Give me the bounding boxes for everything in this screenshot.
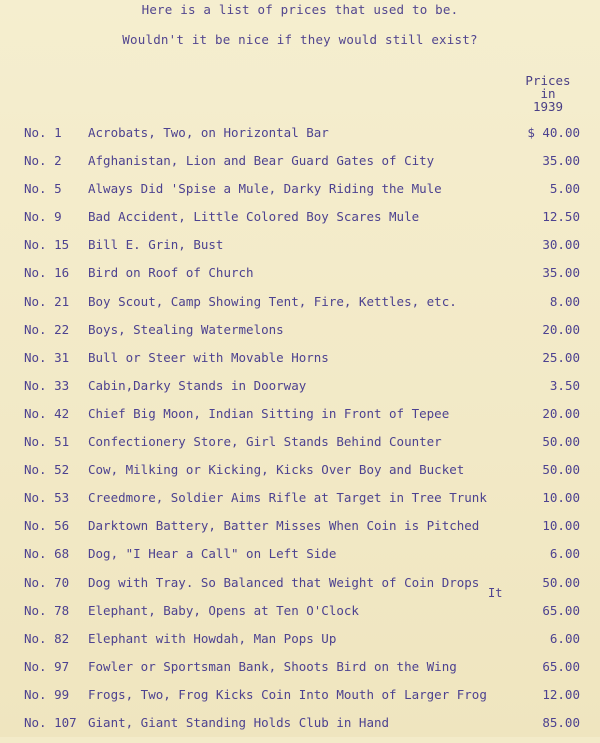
item-number: No. 97 xyxy=(24,658,70,674)
list-item xyxy=(0,237,600,265)
item-price: 10.00 xyxy=(542,490,580,506)
item-description: Creedmore, Soldier Aims Rifle at Target in Tree Trunk xyxy=(88,490,487,506)
item-price: 30.00 xyxy=(542,237,580,253)
item-description: Acrobats, Two, on Horizontal Bar xyxy=(88,125,329,140)
list-item xyxy=(0,294,600,322)
item-number: No. 15 xyxy=(24,237,70,253)
item-description: Dog with Tray. So Balanced that Weight of Coin Drops xyxy=(88,574,480,590)
item-number: No. 78 xyxy=(24,602,70,618)
item-price: 5.00 xyxy=(549,181,580,197)
item-price: 12.50 xyxy=(542,209,580,225)
item-number: No. 52 xyxy=(24,462,70,478)
list-item xyxy=(0,209,600,237)
list-item xyxy=(0,659,600,687)
item-price: 20.00 xyxy=(542,405,580,421)
item-number: No. 82 xyxy=(24,630,70,646)
item-price: 20.00 xyxy=(542,321,580,337)
item-number: No. 42 xyxy=(24,405,70,421)
item-description: Confectionery Store, Girl Stands Behind Counter xyxy=(88,434,442,450)
item-price: 6.00 xyxy=(549,546,580,562)
item-number: No. 68 xyxy=(24,546,70,562)
item-description: Always Did 'Spise a Mule, Darky Riding the Mule xyxy=(88,181,442,197)
item-price: 25.00 xyxy=(542,349,580,365)
item-number: No. 70 xyxy=(24,574,70,590)
item-price: 50.00 xyxy=(542,574,580,590)
item-number: No. 33 xyxy=(24,377,70,393)
item-number: No. 9 xyxy=(24,209,62,225)
list-item xyxy=(0,181,600,209)
header-line-2: Wouldn't it be nice if they would still exist? xyxy=(122,32,478,47)
item-number: No. 53 xyxy=(24,490,70,506)
item-price: 35.00 xyxy=(542,265,580,281)
item-description: Boys, Stealing Watermelons xyxy=(88,321,284,337)
list-item xyxy=(0,125,600,153)
list-item xyxy=(0,715,600,743)
item-description-continuation: It xyxy=(488,585,503,600)
item-price: 12.00 xyxy=(542,686,580,702)
item-description: Darktown Battery, Batter Misses When Coin is Pitched xyxy=(88,518,480,534)
list-item xyxy=(0,575,600,603)
item-number: No. 16 xyxy=(24,265,70,281)
item-description: Elephant, Baby, Opens at Ten O'Clock xyxy=(88,602,359,618)
item-price: 3.50 xyxy=(549,377,580,393)
header-line-1: Here is a list of prices that used to be. xyxy=(141,2,459,17)
item-description: Bill E. Grin, Bust xyxy=(88,237,224,253)
list-item xyxy=(0,631,600,659)
item-number: No. 99 xyxy=(24,686,70,702)
item-number: No. 2 xyxy=(24,153,62,169)
prices-header-line-3: 1939 xyxy=(532,99,564,114)
item-description: Chief Big Moon, Indian Sitting in Front of Tepee xyxy=(88,405,450,421)
prices-header-line-2: in xyxy=(540,86,556,101)
list-item xyxy=(0,603,600,631)
prices-header-line-1: Prices xyxy=(525,73,571,88)
item-price: 8.00 xyxy=(549,293,580,309)
prices-column-header xyxy=(518,74,578,113)
list-item xyxy=(0,322,600,350)
item-description: Elephant with Howdah, Man Pops Up xyxy=(88,630,337,646)
item-description: Bird on Roof of Church xyxy=(88,265,254,281)
item-number: No. 31 xyxy=(24,349,70,365)
item-description: Dog, "I Hear a Call" on Left Side xyxy=(88,546,337,562)
item-number: No. 22 xyxy=(24,321,70,337)
list-item xyxy=(0,378,600,406)
price-list xyxy=(0,125,600,743)
item-price: 65.00 xyxy=(542,602,580,618)
item-price: 85.00 xyxy=(542,714,580,730)
list-item xyxy=(0,406,600,434)
list-item xyxy=(0,265,600,293)
item-description: Cabin,Darky Stands in Doorway xyxy=(88,377,307,393)
list-item xyxy=(0,490,600,518)
list-item xyxy=(0,350,600,378)
item-number: No. 107 xyxy=(24,714,77,730)
item-price: 50.00 xyxy=(542,462,580,478)
list-item xyxy=(0,462,600,490)
item-number: No. 1 xyxy=(24,125,62,140)
item-description: Fowler or Sportsman Bank, Shoots Bird on the Wing xyxy=(88,658,457,674)
item-description: Giant, Giant Standing Holds Club in Hand xyxy=(88,714,390,730)
item-number: No. 51 xyxy=(24,434,70,450)
list-item xyxy=(0,153,600,181)
list-item xyxy=(0,546,600,574)
list-item xyxy=(0,434,600,462)
item-description: Afghanistan, Lion and Bear Guard Gates of City xyxy=(88,153,435,169)
item-price: 50.00 xyxy=(542,434,580,450)
item-price: 65.00 xyxy=(542,658,580,674)
item-description: Frogs, Two, Frog Kicks Coin Into Mouth of Larger Frog xyxy=(88,686,487,702)
item-price: 10.00 xyxy=(542,518,580,534)
list-item xyxy=(0,687,600,715)
item-description: Boy Scout, Camp Showing Tent, Fire, Kettles, etc. xyxy=(88,293,457,309)
item-number: No. 5 xyxy=(24,181,62,197)
item-description: Cow, Milking or Kicking, Kicks Over Boy and Bucket xyxy=(88,462,465,478)
item-number: No. 56 xyxy=(24,518,70,534)
item-price: 6.00 xyxy=(549,630,580,646)
item-number: No. 21 xyxy=(24,293,70,309)
item-description: Bad Accident, Little Colored Boy Scares Mule xyxy=(88,209,420,225)
item-price: 35.00 xyxy=(542,153,580,169)
list-item xyxy=(0,518,600,546)
item-price: $ 40.00 xyxy=(527,125,580,140)
item-description: Bull or Steer with Movable Horns xyxy=(88,349,329,365)
